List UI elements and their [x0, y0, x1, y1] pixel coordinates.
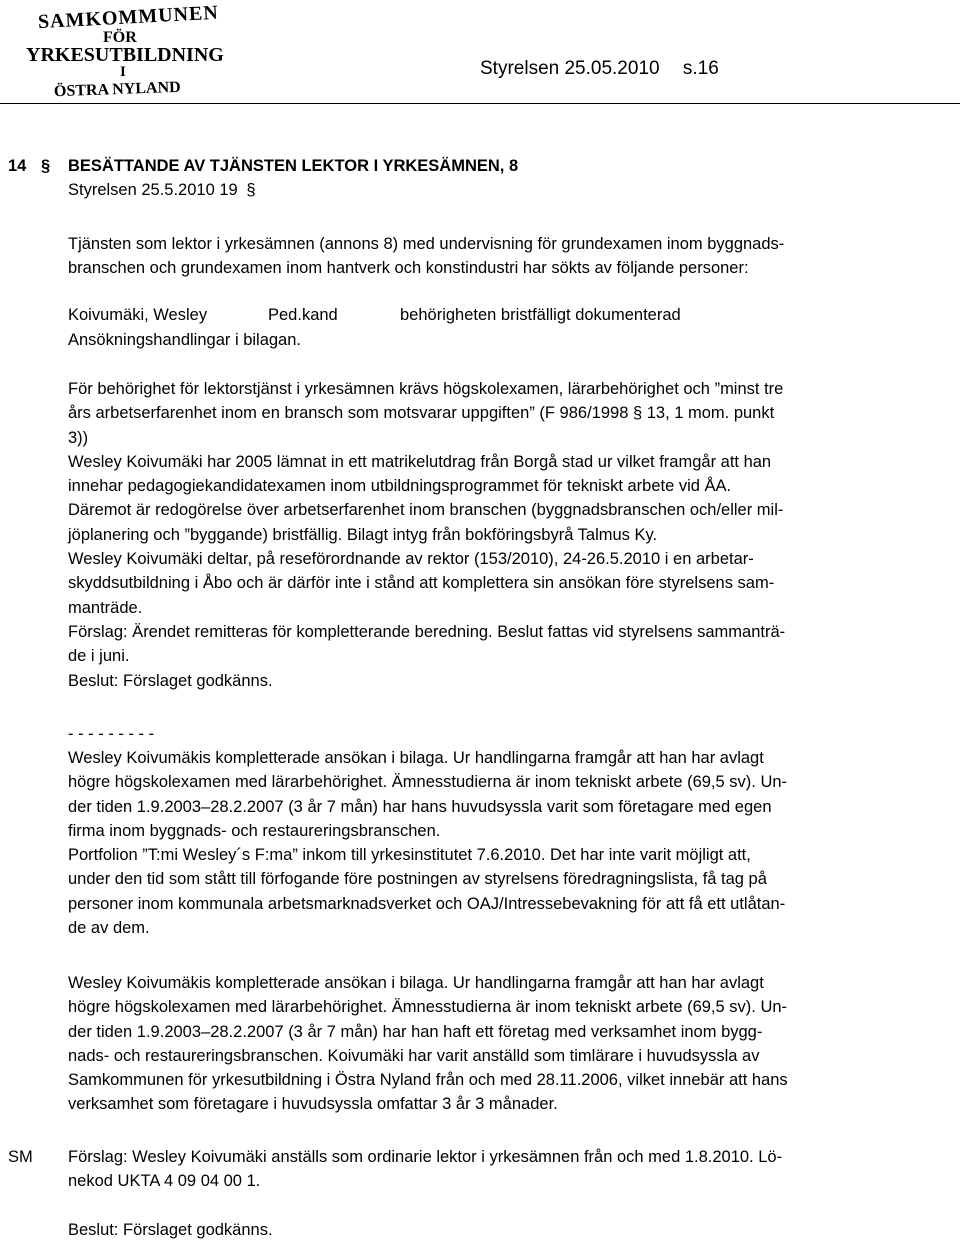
assessment-text	[68, 377, 888, 693]
header-rule	[0, 103, 960, 104]
body-line: Wesley Koivumäki deltar, på reseförordnande av rektor (153/2010), 24-26.5.2010 i en arbetar-	[68, 550, 754, 569]
reference-sign: §	[246, 181, 256, 199]
body-line: Däremot är redogörelse över arbetserfarenhet inom branschen (byggnadsbranschen och/eller mil-	[68, 501, 784, 520]
section-title: BESÄTTANDE AV TJÄNSTEN LEKTOR I YRKESÄMNEN, 8	[68, 157, 519, 175]
body-line: Wesley Koivumäkis kompletterade ansökan i bilaga. Ur handlingarna framgår att han har avlagt	[68, 974, 764, 992]
body-line: jöplanering och ”byggande) bristfällig. Bilagt intyg från bokföringsbyrå Talmus Ky.	[68, 525, 658, 544]
body-line: skyddsutbildning i Åbo och är därför inte i stånd att komplettera sin ansökan före styrelsens sam-	[68, 574, 775, 593]
paragraph-sign: §	[40, 157, 51, 175]
reference-text: Styrelsen 25.5.2010 19	[68, 181, 238, 199]
body-line: högre högskolexamen med lärarbehörighet. Ämnesstudierna är inom tekniskt arbete (69,5 sv). Un-	[68, 998, 788, 1017]
divider-dashes: - - - - - - - - -	[68, 725, 155, 743]
body-line: de i juni.	[68, 647, 130, 666]
proposal-line: nekod UKTA 4 09 04 00 1.	[68, 1172, 261, 1191]
body-line: års arbetserfarenhet inom en bransch som motsvarar uppgiften” (F 986/1998 § 13, 1 mom. punkt	[68, 404, 775, 423]
section-reference	[68, 178, 256, 202]
logo-line-2: FÖR	[103, 29, 137, 46]
logo-line-3: YRKESUTBILDNING	[26, 44, 224, 66]
intro-line: Tjänsten som lektor i yrkesämnen (annons 8) med undervisning för grundexamen inom byggnads-	[68, 235, 785, 253]
applicant-note: Ansökningshandlingar i bilagan.	[68, 331, 301, 349]
body-line: Portfolion ”T:mi Wesley´s F:ma” inkom till yrkesinstitutet 7.6.2010. Det har inte varit möjligt att,	[68, 846, 751, 865]
body-line: under den tid som stått till förfogande före postningen av styrelsens föredragningslista, få tag på	[68, 870, 767, 889]
body-line: firma inom byggnads- och restaureringsbranschen.	[68, 821, 441, 840]
body-line: innehar pedagogiekandidatexamen inom utbildningsprogrammet för tekniskt arbete vid ÅA.	[68, 477, 732, 496]
applicant-status: behörigheten bristfälligt dokumenterad	[400, 306, 681, 324]
applicant-name: Koivumäki, Wesley	[68, 306, 208, 324]
page-number: s.16	[682, 58, 719, 79]
body-line: manträde.	[68, 598, 143, 617]
supplement-text-2	[68, 971, 888, 1117]
body-line: Wesley Koivumäkis kompletterade ansökan i bilaga. Ur handlingarna framgår att han har avlagt	[68, 749, 764, 767]
body-line: 3))	[68, 428, 89, 447]
logo-line-5: ÖSTRA NYLAND	[53, 78, 181, 101]
intro-line: branschen och grundexamen inom hantverk och konstindustri har sökts av följande personer:	[68, 259, 749, 278]
body-line: Beslut: Förslaget godkänns.	[68, 671, 273, 690]
section-number	[8, 154, 50, 178]
body-line: Förslag: Ärendet remitteras för kompletterande beredning. Beslut fattas vid styrelsens sammanträ-	[68, 622, 786, 641]
meeting-date: Styrelsen 25.05.2010	[480, 58, 660, 79]
proposal-label: SM	[8, 1148, 33, 1166]
logo-line-4: I	[120, 64, 126, 80]
section-number-text: 14	[8, 157, 27, 175]
intro-paragraph	[68, 232, 888, 281]
supplement-text-1	[68, 746, 888, 940]
proposal-line: Förslag: Wesley Koivumäki anställs som ordinarie lektor i yrkesämnen från och med 1.8.2010. Lö-	[68, 1148, 783, 1166]
body-line: För behörighet för lektorstjänst i yrkesämnen krävs högskolexamen, lärarbehörighet och ”minst tre	[68, 380, 784, 398]
body-line: högre högskolexamen med lärarbehörighet. Ämnesstudierna är inom tekniskt arbete (69,5 sv). Un-	[68, 773, 788, 792]
body-line: Samkommunen för yrkesutbildning i Östra Nyland från och med 28.11.2006, vilket innebär att hans	[68, 1071, 788, 1090]
body-line: personer inom kommunala arbetsmarknadsverket och OAJ/Intressebevakning för att få ett utlåtan-	[68, 894, 786, 913]
body-line: de av dem.	[68, 919, 150, 938]
body-line: verksamhet som företagare i huvudsyssla omfattar 3 år 3 månader.	[68, 1095, 558, 1114]
applicant-degree: Ped.kand	[268, 306, 338, 324]
logo-line-1: SAMKOMMUNEN	[37, 2, 220, 34]
organization-logo	[8, 2, 248, 102]
decision-text: Beslut: Förslaget godkänns.	[68, 1221, 273, 1239]
body-line: Wesley Koivumäki har 2005 lämnat in ett matrikelutdrag från Borgå stad ur vilket framgår att han	[68, 452, 772, 471]
body-line: nads- och restaureringsbranschen. Koivumäki har varit anställd som timlärare i huvudsyssla av	[68, 1046, 760, 1065]
proposal-text	[68, 1145, 888, 1194]
page-header	[480, 58, 719, 80]
body-line: der tiden 1.9.2003–28.2.2007 (3 år 7 mån) har hans huvudsyssla varit som företagare med egen	[68, 797, 772, 816]
body-line: der tiden 1.9.2003–28.2.2007 (3 år 7 mån) har han haft ett företag med verksamhet inom bygg-	[68, 1022, 763, 1041]
